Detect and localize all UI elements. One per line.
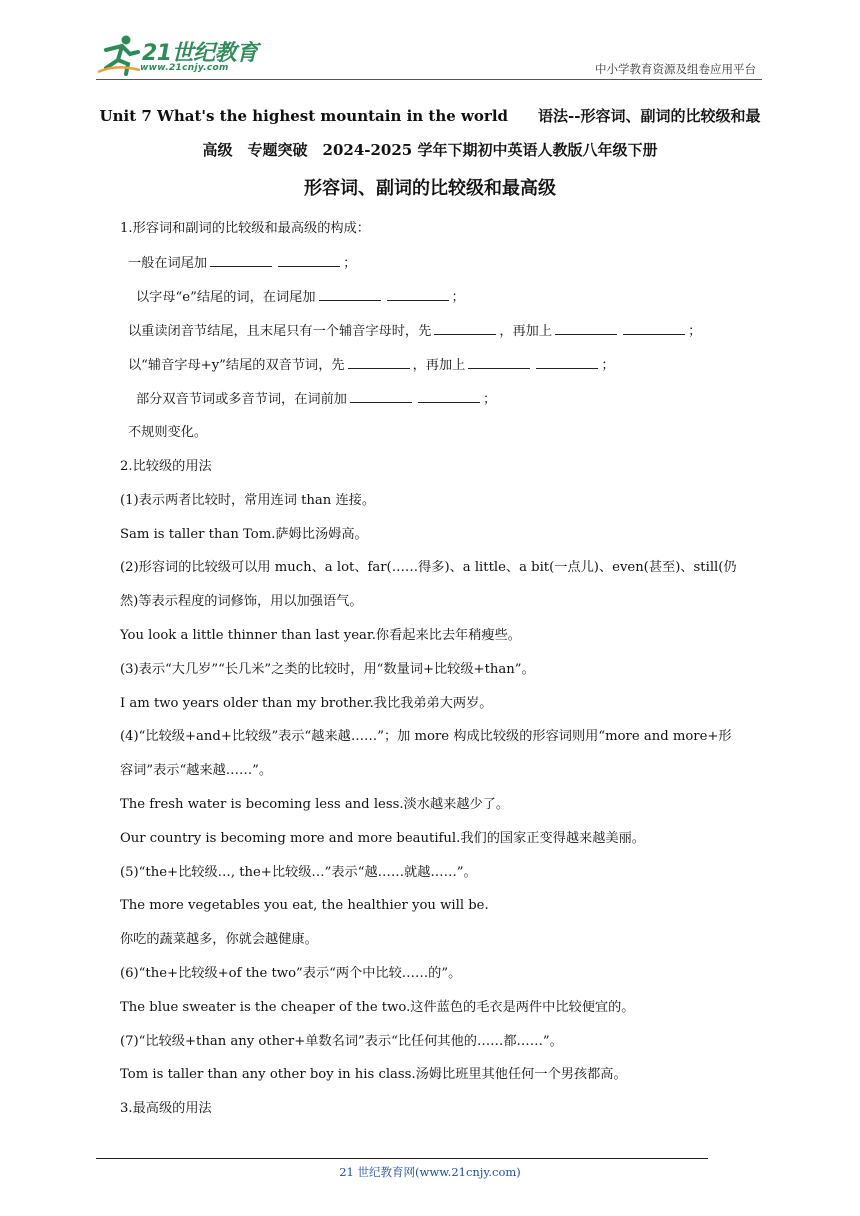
rule-5: 部分双音节词或多音节词，在词前加 ； bbox=[136, 389, 496, 410]
logo-text: 21世纪教育 bbox=[142, 41, 258, 66]
example-3: I am two years older than my brother.我比我弟弟大两岁。 bbox=[120, 696, 493, 711]
blank-line bbox=[418, 389, 480, 403]
rule-3: 以重读闭音节结尾，且末尾只有一个辅音字母时，先 ，再加上 ； bbox=[128, 321, 701, 342]
blank-line bbox=[623, 321, 685, 335]
header-divider bbox=[96, 79, 762, 80]
usage-4-line1: (4)“比较级+and+比较级”表示“越来越……”；加 more 构成比较级的形容词则用“more and more+形 bbox=[120, 729, 732, 744]
blank-line bbox=[348, 355, 410, 369]
usage-1: (1)表示两者比较时，常用连词 than 连接。 bbox=[120, 493, 376, 508]
section-1-title: 1.形容词和副词的比较级和最高级的构成： bbox=[120, 221, 370, 236]
usage-2-line1: (2)形容词的比较级可以用 much、a lot、far(……得多)、a little、a bit(一点儿)、even(甚至)、still(仍 bbox=[120, 560, 737, 575]
platform-name: 中小学教育资源及组卷应用平台 bbox=[595, 62, 756, 76]
usage-6: (6)“the+比较级+of the two”表示“两个中比较……的”。 bbox=[120, 966, 462, 981]
doc-title-line1: Unit 7 What's the highest mountain in the world 语法--形容词、副词的比较级和最 bbox=[99, 107, 761, 125]
site-logo[interactable] bbox=[96, 34, 266, 78]
blank-line bbox=[434, 321, 496, 335]
blank-line bbox=[555, 321, 617, 335]
page-header bbox=[0, 0, 860, 84]
usage-3: (3)表示“大几岁”“长几米”之类的比较时，用“数量词+比较级+than”。 bbox=[120, 662, 535, 677]
footer-divider bbox=[96, 1158, 708, 1159]
usage-7: (7)“比较级+than any other+单数名词”表示“比任何其他的……都……”。 bbox=[120, 1034, 563, 1049]
rule-2: 以字母“e”结尾的词，在词尾加 ； bbox=[136, 287, 465, 308]
section-3-title: 3.最高级的用法 bbox=[120, 1101, 212, 1116]
logo-url: www.21cnjy.com bbox=[140, 63, 229, 73]
example-7: Tom is taller than any other boy in his class.汤姆比班里其他任何一个男孩都高。 bbox=[120, 1067, 627, 1082]
doc-title-line2: 高级 专题突破 2024-2025 学年下期初中英语人教版八年级下册 bbox=[202, 141, 658, 159]
blank-line bbox=[210, 253, 272, 267]
rule-text: 部分双音节词或多音节词，在词前加 bbox=[136, 392, 347, 407]
rule-text: 以字母“e”结尾的词，在词尾加 bbox=[136, 290, 316, 305]
blank-line bbox=[536, 355, 598, 369]
usage-4-line2: 容词”表示“越来越……”。 bbox=[120, 763, 273, 778]
runner-logo-icon bbox=[96, 34, 144, 76]
section-2-title: 2.比较级的用法 bbox=[120, 459, 212, 474]
example-4b: Our country is becoming more and more beautiful.我们的国家正变得越来越美丽。 bbox=[120, 831, 645, 846]
example-6: The blue sweater is the cheaper of the two.这件蓝色的毛衣是两件中比较便宜的。 bbox=[120, 1000, 635, 1015]
usage-2-line2: 然)等表示程度的词修饰，用以加强语气。 bbox=[120, 594, 363, 609]
blank-line bbox=[278, 253, 340, 267]
rule-1: 一般在词尾加 ； bbox=[128, 253, 356, 274]
rule-text: 一般在词尾加 bbox=[128, 256, 208, 271]
example-1: Sam is taller than Tom.萨姆比汤姆高。 bbox=[120, 527, 368, 542]
rule-text: 以“辅音字母+y”结尾的双音节词，先 bbox=[128, 358, 345, 373]
example-4a: The fresh water is becoming less and less.淡水越来越少了。 bbox=[120, 797, 510, 812]
rule-text: 以重读闭音节结尾，且末尾只有一个辅音字母时，先 bbox=[128, 324, 432, 339]
usage-5: (5)“the+比较级…, the+比较级…”表示“越……就越……”。 bbox=[120, 865, 477, 880]
blank-line bbox=[350, 389, 412, 403]
rule-4: 以“辅音字母+y”结尾的双音节词，先 ，再加上 ； bbox=[128, 355, 615, 376]
blank-line bbox=[319, 287, 381, 301]
rule-6: 不规则变化。 bbox=[128, 425, 208, 440]
example-2: You look a little thinner than last year.你看起来比去年稍瘦些。 bbox=[120, 628, 521, 643]
page-footer[interactable]: 21 世纪教育网(www.21cnjy.com) bbox=[339, 1165, 521, 1179]
section-heading: 形容词、副词的比较级和最高级 bbox=[304, 178, 556, 199]
blank-line bbox=[387, 287, 449, 301]
blank-line bbox=[468, 355, 530, 369]
example-5-zh: 你吃的蔬菜越多，你就会越健康。 bbox=[120, 932, 318, 947]
example-5-en: The more vegetables you eat, the healthier you will be. bbox=[120, 898, 489, 913]
